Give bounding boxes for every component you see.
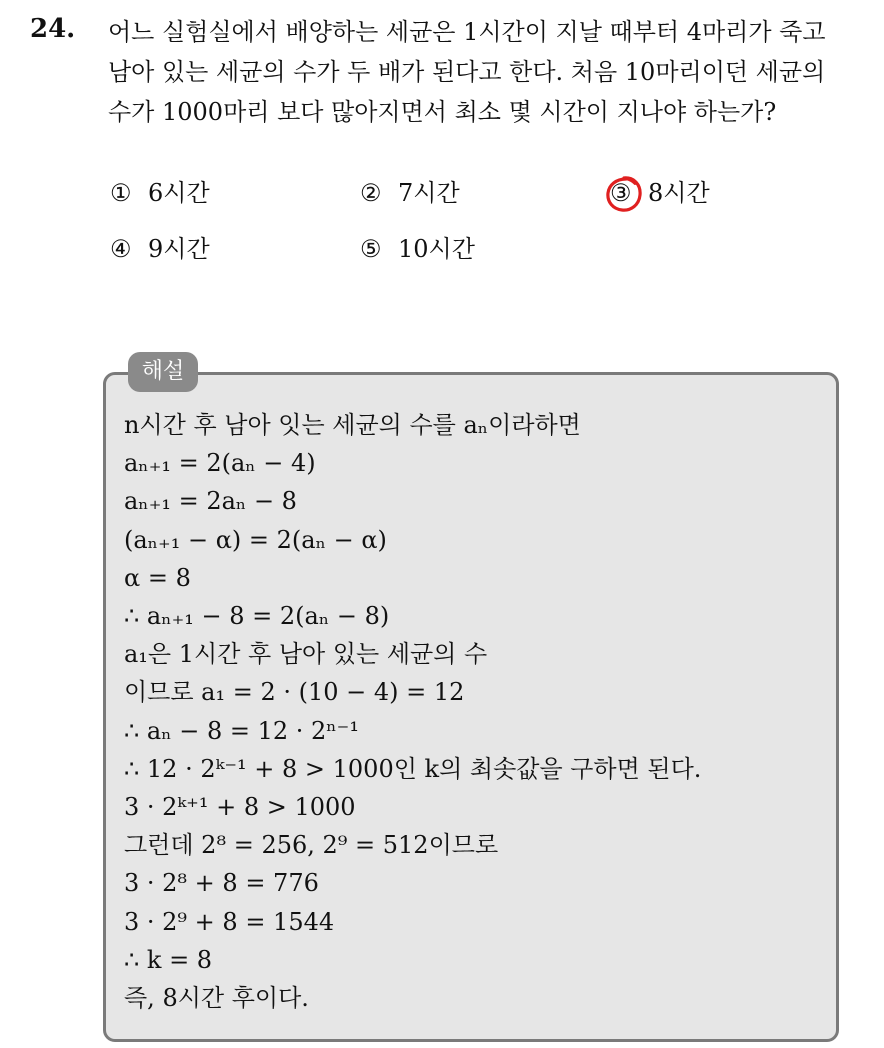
solution-line: 3 · 2⁸ + 8 = 776 [124, 869, 319, 898]
solution-text [124, 406, 824, 1017]
solution-line: (aₙ₊₁ − α) = 2(aₙ − α) [124, 525, 387, 554]
choice-text: 10시간 [398, 235, 475, 263]
choice-5[interactable] [360, 229, 475, 269]
question-text [108, 12, 878, 132]
solution-line: 3 · 2⁹ + 8 = 1544 [124, 907, 335, 936]
choice-number: ③ [610, 179, 632, 207]
solution-line: 이므로 a₁ = 2 · (10 − 4) = 12 [124, 678, 465, 707]
choice-3[interactable] [610, 173, 710, 213]
solution-line: aₙ₊₁ = 2aₙ − 8 [124, 487, 297, 516]
choice-2[interactable] [360, 173, 460, 213]
choice-number: ⑤ [360, 235, 382, 263]
solution-line: ∴ aₙ − 8 = 12 · 2ⁿ⁻¹ [124, 716, 359, 745]
answer-choices [110, 173, 810, 283]
solution-line: α = 8 [124, 563, 191, 592]
question-line: 수가 1000마리 보다 많아지면서 최소 몇 시간이 지나야 하는가? [108, 98, 777, 126]
solution-line: 3 · 2ᵏ⁺¹ + 8 > 1000 [124, 793, 356, 822]
choice-text: 6시간 [148, 179, 210, 207]
solution-line: aₙ₊₁ = 2(aₙ − 4) [124, 449, 316, 478]
solution-line: 즉, 8시간 후이다. [124, 984, 309, 1013]
solution-line: 그런데 2⁸ = 256, 2⁹ = 512이므로 [124, 831, 499, 860]
question-number: 24. [30, 14, 76, 44]
solution-tag: 해설 [128, 352, 198, 392]
choice-4[interactable] [110, 229, 210, 269]
choice-number: ④ [110, 235, 132, 263]
question-line: 남아 있는 세균의 수가 두 배가 된다고 한다. 처음 10마리이던 세균의 [108, 58, 826, 86]
choice-number: ① [110, 179, 132, 207]
choice-1[interactable] [110, 173, 210, 213]
choice-text: 7시간 [398, 179, 460, 207]
solution-line: n시간 후 남아 잇는 세균의 수를 aₙ이라하면 [124, 411, 581, 439]
solution-line: ∴ k = 8 [124, 945, 213, 974]
solution-line: ∴ 12 · 2ᵏ⁻¹ + 8 > 1000인 k의 최솟값을 구하면 된다. [124, 754, 702, 783]
choice-text: 8시간 [648, 179, 710, 207]
choice-text: 9시간 [148, 235, 210, 263]
solution-line: ∴ aₙ₊₁ − 8 = 2(aₙ − 8) [124, 602, 390, 631]
choice-number: ② [360, 179, 382, 207]
question-line: 어느 실험실에서 배양하는 세균은 1시간이 지날 때부터 4마리가 죽고 [108, 18, 826, 46]
solution-line: a₁은 1시간 후 남아 있는 세균의 수 [124, 640, 488, 669]
